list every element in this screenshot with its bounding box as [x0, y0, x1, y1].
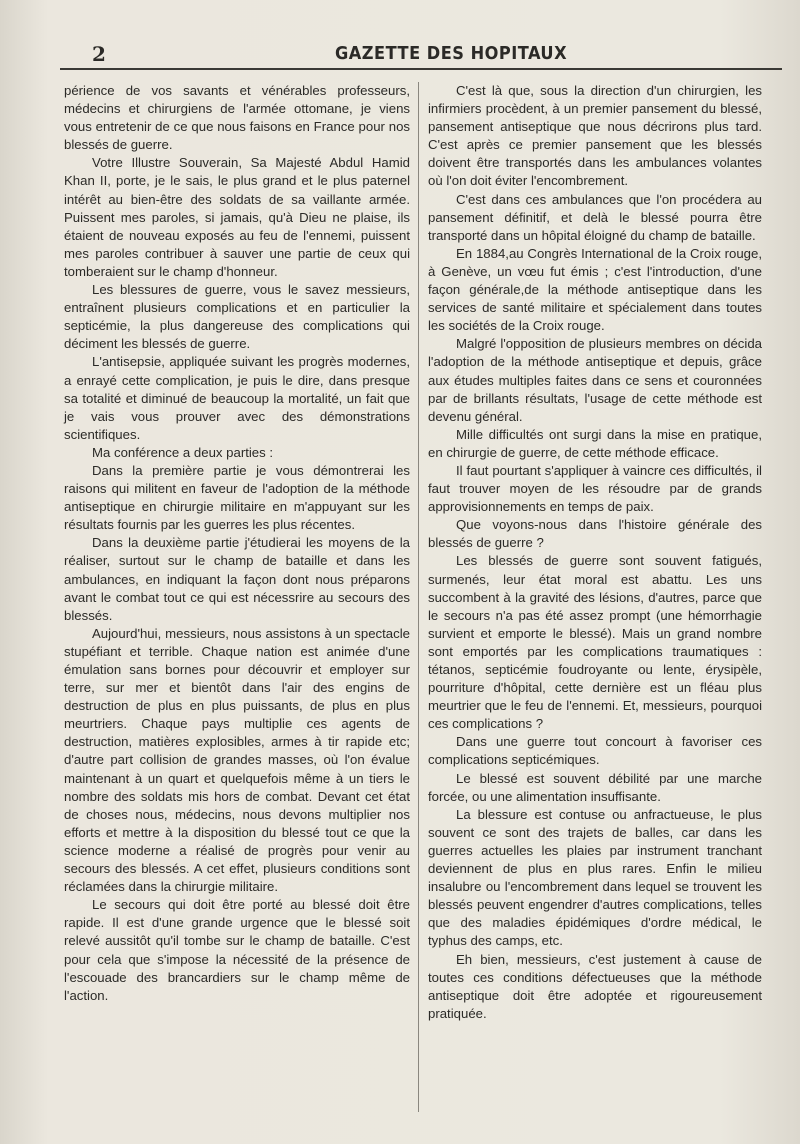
page-header [60, 40, 782, 70]
right-column [428, 82, 762, 1023]
page-number: 2 [92, 42, 106, 66]
paragraph: Malgré l'opposition de plusieurs membres on décida l'adoption de la méthode antiseptique et depuis, grâce aux études multiples faites dans ce sens et couronnées par de brillants résultats, l'usage de cette méthode est devenu général. [428, 336, 762, 424]
paragraph: Dans la première partie je vous démontrerai les raisons qui militent en faveur de l'adoption de la méthode antiseptique en chirurgie militaire en m'appuyant sur les résultats fournis par les guerres les plus récentes. [64, 462, 410, 533]
left-column [64, 82, 410, 1005]
paragraph: Dans la deuxième partie j'étudierai les moyens de la réaliser, surtout sur le champ de bataille et dans les ambulances, en indiquant la façon dont nous préparons avant le combat tout ce qui est nécessrire au secours des blessés. [64, 535, 410, 623]
paragraph: Ma conférence a deux parties : [92, 444, 274, 460]
paragraph: C'est dans ces ambulances que l'on procédera au pansement définitif, et delà le blessé pourra être transporté dans un hôpital éloigné du champ de bataille. [428, 191, 762, 243]
journal-title: GAZETTE DES HOPITAUX [334, 43, 568, 64]
paragraph: L'antisepsie, appliquée suivant les progrès modernes, a enrayé cette complication, je puis le dire, dans presque sa totalité et diminué de beaucoup la mortalité, un fait que je vais vous prouver avec des démonstrations scientifiques. [64, 354, 410, 442]
paragraph: Les blessures de guerre, vous le savez messieurs, entraînent plusieurs complications et en particulier la septicémie, la plus dangereuse des complications qui déciment les blessés de guerre. [64, 282, 410, 352]
paragraph: Il faut pourtant s'appliquer à vaincre ces difficultés, il faut trouver moyen de les résoudre par de grands approvisionnements en temps de paix. [428, 462, 762, 515]
paragraph: Dans une guerre tout concourt à favoriser ces complications septicémiques. [428, 734, 762, 768]
paragraph: Les blessés de guerre sont souvent fatigués, surmenés, leur état moral est abattu. Les uns succombent à la gravité des lésions, d'autres, parce que le secours n'a pas été assez prompt (une hémorrhagie survient et emporte le blessé). Mais un grand nombre sont emportés par les complications traumatiques : tétanos, septicémie foudroyante ou lente, érysipèle, pourriture d'hôpital, cette dernière est un fléau plus meurtrier que le feu de l'ennemi. Et, messieurs, pourquoi ces complications ? [428, 553, 762, 732]
paragraph: Aujourd'hui, messieurs, nous assistons à un spectacle stupéfiant et terrible. Chaque nation est animée d'une émulation sans bornes pour découvrir et employer sur terre, sur mer et bientôt dans l'air des engins de destruction de plus en plus puissants, de plus en plus meurtriers. Chaque pays multiplie ces agents de destruction, matières explosibles, armes à tir rapide etc; d'autre part collision de grandes masses, où l'on évalue maintenant à un quart et quelquefois même à un tiers le nombre des soldats mis hors de combat. Devant cet état de choses nous, médecins, nous devons multiplier nos efforts et mettre à la disposition du blessé tout ce que la science moderne a réalisé de progrès pour venir au secours des blessés. A cet effet, plusieurs conditions sont réclamées dans la chirurgie militaire. [64, 625, 410, 895]
paragraph: Le blessé est souvent débilité par une marche forcée, ou une alimentation insuffisante. [428, 770, 762, 804]
paragraph: En 1884,au Congrès International de la Croix rouge, à Genève, un vœu fut émis ; c'est l'introduction, d'une façon générale,de la méthode antiseptique dans les services de santé militaire et spécialement dans toutes les sociétés de la Croix rouge. [428, 245, 762, 334]
paragraph: Le secours qui doit être porté au blessé doit être rapide. Il est d'une grande urgence que le blessé soit relevé aussitôt qu'il tombe sur le champ de bataille. C'est pour cela que s'impose la nécessité de la présence de l'escouade des brancardiers sur le champ même de l'action. [64, 897, 410, 1003]
paragraph: périence de vos savants et vénérables professeurs, médecins et chirurgiens de l'armée ottomane, je viens vous entretenir de ce que nous faisons en France pour nos blessés de guerre. [64, 83, 410, 153]
paragraph: Eh bien, messieurs, c'est justement à cause de toutes ces conditions défectueuses que la méthode antiseptique doit être adoptée et rigoureusement pratiquée. [428, 951, 762, 1021]
paragraph: La blessure est contuse ou anfractueuse, le plus souvent ce sont des trajets de balles, car dans les guerres actuelles les plaies par instrument tranchant deviennent de plus en plus rares. Enfin le milieu insalubre ou l'encombrement dans lequel se trouvent les blessés peuvent engendrer d'autres complications, telles que des maladies épidémiques d'ordre médical, le typhus des camps, etc. [428, 806, 762, 949]
paragraph: C'est là que, sous la direction d'un chirurgien, les infirmiers procèdent, à un premier pansement du blessé, pansement antiseptique que nous décrirons plus tard. C'est après ce premier pansement que les blessés doivent être transportés dans les ambulances volantes où l'on doit éviter l'encombrement. [428, 83, 762, 189]
column-divider [418, 82, 419, 1112]
paragraph: Que voyons-nous dans l'histoire générale des blessés de guerre ? [428, 517, 762, 551]
paragraph: Votre Illustre Souverain, Sa Majesté Abdul Hamid Khan II, porte, je le sais, le plus grand et le plus paternel intérêt au bien-être des soldats de sa vaillante armée. Puissent mes paroles, si jamais, qu'à Dieu ne plaise, ils étaient de nouveau exposés au feu de l'ennemi, puissent mes paroles contribuer à sauver une partie de ceux qui tomberaient sur le champ d'honneur. [64, 155, 410, 279]
paragraph: Mille difficultés ont surgi dans la mise en pratique, en chirurgie de guerre, de cette méthode efficace. [428, 426, 762, 460]
